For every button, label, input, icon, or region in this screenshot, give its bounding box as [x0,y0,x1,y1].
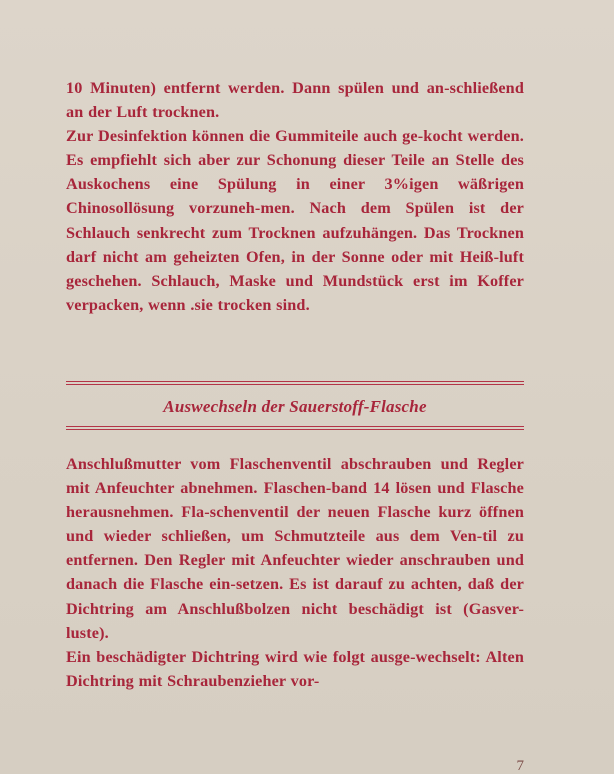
paragraph-drying: 10 Minuten) entfernt werden. Dann spülen und an-schließend an der Luft trocknen. [66,79,524,122]
paragraph-cylinder-exchange: Anschlußmutter vom Flaschenventil abschrauben und Regler mit Anfeuchter abnehmen. Flaschen-band 14 lösen und Flasche herausnehmen. Fla-schenventil der neuen Flasche kurz öffnen und wieder schließen, um Schmutzteile aus dem Ven-til zu entfernen. Den Regler mit Anfeuchter wieder anschrauben und danach die Flasche ein-setzen. Es ist darauf zu achten, daß der Dichtring am Anschlußbolzen nicht beschädigt ist (Gasver-luste). [66,455,524,642]
section-heading: Auswechseln der Sauerstoff-Flasche [163,397,427,416]
heading-rule-top [66,381,524,385]
page-number: 7 [516,758,524,774]
heading-rule-bottom [66,426,524,430]
paragraph-sealing-ring: Ein beschädigter Dichtring wird wie folgt ausge-wechselt: Alten Dichtring mit Schraubenzieher vor- [66,647,524,690]
cylinder-exchange-section [66,452,524,693]
paragraph-disinfection: Zur Desinfektion können die Gummiteile auch ge-kocht werden. Es empfiehlt sich aber zur Schonung dieser Teile an Stelle des Auskochens eine Spülung in einer 3%igen wäßrigen Chinosollösung vorzuneh-men. Nach dem Spülen ist der Schlauch senkrecht zum Trocknen aufzuhängen. Das Trocknen darf nicht am geheizten Ofen, in der Sonne oder mit Heiß-luft geschehen. Schlauch, Maske und Mundstück erst im Koffer verpacken, wenn .sie trocken sind. [66,127,524,314]
cleaning-section [66,76,524,317]
